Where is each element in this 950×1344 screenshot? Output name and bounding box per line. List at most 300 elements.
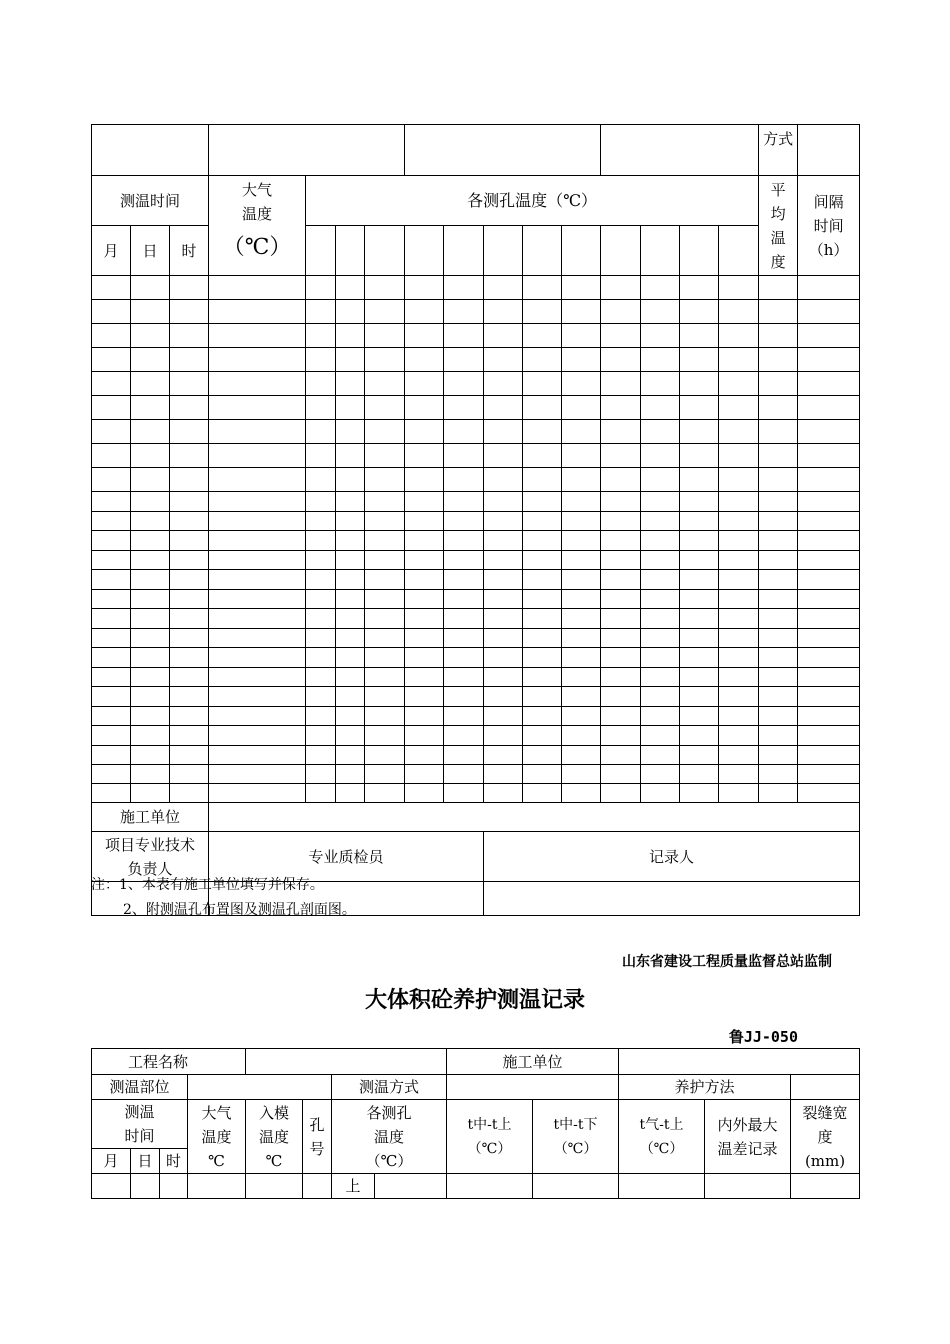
data-cell[interactable] xyxy=(209,492,306,512)
data-cell[interactable] xyxy=(719,668,759,687)
data-cell[interactable] xyxy=(641,590,680,609)
data-cell[interactable] xyxy=(170,784,209,803)
data-cell[interactable] xyxy=(601,396,641,420)
data-cell[interactable] xyxy=(562,668,601,687)
data-cell[interactable] xyxy=(759,531,798,551)
data-cell[interactable] xyxy=(209,512,306,531)
data-cell[interactable] xyxy=(759,765,798,784)
data-cell[interactable] xyxy=(336,746,365,765)
data-cell[interactable] xyxy=(405,420,444,444)
data-cell[interactable] xyxy=(484,648,523,668)
data-cell[interactable] xyxy=(365,629,405,648)
data-cell[interactable] xyxy=(705,1174,791,1199)
data-cell[interactable] xyxy=(719,648,759,668)
hole-cell[interactable] xyxy=(680,226,719,276)
data-cell[interactable] xyxy=(131,746,170,765)
data-cell[interactable] xyxy=(719,687,759,707)
data-cell[interactable] xyxy=(365,746,405,765)
data-cell[interactable] xyxy=(209,420,306,444)
data-cell[interactable] xyxy=(759,687,798,707)
data-cell[interactable] xyxy=(365,570,405,590)
data-cell[interactable] xyxy=(444,784,484,803)
data-cell[interactable] xyxy=(680,687,719,707)
data-cell[interactable] xyxy=(92,324,131,348)
data-cell[interactable] xyxy=(188,1174,246,1199)
data-cell[interactable] xyxy=(759,784,798,803)
data-cell[interactable] xyxy=(562,765,601,784)
data-cell[interactable] xyxy=(209,707,306,726)
data-cell[interactable] xyxy=(92,468,131,492)
data-cell[interactable] xyxy=(444,276,484,300)
data-cell[interactable] xyxy=(798,765,860,784)
data-cell[interactable] xyxy=(601,420,641,444)
data-cell[interactable] xyxy=(365,590,405,609)
data-cell[interactable] xyxy=(562,784,601,803)
data-cell[interactable] xyxy=(209,687,306,707)
data-cell[interactable] xyxy=(719,726,759,746)
data-cell[interactable] xyxy=(601,746,641,765)
data-cell[interactable] xyxy=(719,629,759,648)
data-cell[interactable] xyxy=(92,492,131,512)
data-cell[interactable] xyxy=(759,396,798,420)
data-cell[interactable] xyxy=(444,468,484,492)
data-cell[interactable] xyxy=(303,1174,332,1199)
data-cell[interactable] xyxy=(719,512,759,531)
data-cell[interactable] xyxy=(131,444,170,468)
data-cell[interactable] xyxy=(92,707,131,726)
data-cell[interactable] xyxy=(92,590,131,609)
data-cell[interactable] xyxy=(365,784,405,803)
data-cell[interactable] xyxy=(759,668,798,687)
data-cell[interactable] xyxy=(209,348,306,372)
data-cell[interactable] xyxy=(562,531,601,551)
data-cell[interactable] xyxy=(209,324,306,348)
data-cell[interactable] xyxy=(798,746,860,765)
data-cell[interactable] xyxy=(405,276,444,300)
data-cell[interactable] xyxy=(601,629,641,648)
data-cell[interactable] xyxy=(444,551,484,570)
data-cell[interactable] xyxy=(336,396,365,420)
data-cell[interactable] xyxy=(759,590,798,609)
data-cell[interactable] xyxy=(444,668,484,687)
data-cell[interactable] xyxy=(365,492,405,512)
data-cell[interactable] xyxy=(601,348,641,372)
data-cell[interactable] xyxy=(798,348,860,372)
data-cell[interactable] xyxy=(641,300,680,324)
data-cell[interactable] xyxy=(209,531,306,551)
construction-unit-value[interactable] xyxy=(619,1049,860,1075)
data-cell[interactable] xyxy=(484,396,523,420)
data-cell[interactable] xyxy=(680,629,719,648)
data-cell[interactable] xyxy=(484,531,523,551)
data-cell[interactable] xyxy=(641,570,680,590)
data-cell[interactable] xyxy=(759,444,798,468)
data-cell[interactable] xyxy=(798,396,860,420)
blank-cell[interactable] xyxy=(601,125,759,176)
data-cell[interactable] xyxy=(523,324,562,348)
data-cell[interactable] xyxy=(131,726,170,746)
data-cell[interactable] xyxy=(523,726,562,746)
data-cell[interactable] xyxy=(562,746,601,765)
data-cell[interactable] xyxy=(562,372,601,396)
data-cell[interactable] xyxy=(759,420,798,444)
data-cell[interactable] xyxy=(131,609,170,629)
data-cell[interactable] xyxy=(131,276,170,300)
data-cell[interactable] xyxy=(523,420,562,444)
data-cell[interactable] xyxy=(641,531,680,551)
data-cell[interactable] xyxy=(336,668,365,687)
data-cell[interactable] xyxy=(336,276,365,300)
data-cell[interactable] xyxy=(680,551,719,570)
data-cell[interactable] xyxy=(562,726,601,746)
data-cell[interactable] xyxy=(405,324,444,348)
data-cell[interactable] xyxy=(791,1174,860,1199)
data-cell[interactable] xyxy=(444,707,484,726)
data-cell[interactable] xyxy=(484,687,523,707)
data-cell[interactable] xyxy=(680,531,719,551)
data-cell[interactable] xyxy=(131,512,170,531)
data-cell[interactable] xyxy=(365,300,405,324)
data-cell[interactable] xyxy=(798,668,860,687)
data-cell[interactable] xyxy=(336,300,365,324)
data-cell[interactable] xyxy=(306,784,336,803)
data-cell[interactable] xyxy=(336,551,365,570)
data-cell[interactable] xyxy=(641,746,680,765)
data-cell[interactable] xyxy=(365,551,405,570)
data-cell[interactable] xyxy=(641,396,680,420)
data-cell[interactable] xyxy=(444,300,484,324)
data-cell[interactable] xyxy=(798,300,860,324)
data-cell[interactable] xyxy=(306,668,336,687)
data-cell[interactable] xyxy=(719,707,759,726)
data-cell[interactable] xyxy=(680,590,719,609)
data-cell[interactable] xyxy=(92,531,131,551)
data-cell[interactable] xyxy=(680,324,719,348)
data-cell[interactable] xyxy=(759,276,798,300)
data-cell[interactable] xyxy=(131,707,170,726)
data-cell[interactable] xyxy=(405,551,444,570)
data-cell[interactable] xyxy=(405,648,444,668)
data-cell[interactable] xyxy=(131,348,170,372)
data-cell[interactable] xyxy=(798,492,860,512)
data-cell[interactable] xyxy=(523,396,562,420)
data-cell[interactable] xyxy=(562,551,601,570)
data-cell[interactable] xyxy=(562,396,601,420)
data-cell[interactable] xyxy=(719,276,759,300)
data-cell[interactable] xyxy=(719,348,759,372)
data-cell[interactable] xyxy=(405,348,444,372)
data-cell[interactable] xyxy=(562,300,601,324)
data-cell[interactable] xyxy=(336,512,365,531)
data-cell[interactable] xyxy=(641,276,680,300)
data-cell[interactable] xyxy=(92,444,131,468)
data-cell[interactable] xyxy=(719,468,759,492)
data-cell[interactable] xyxy=(131,590,170,609)
data-cell[interactable] xyxy=(759,570,798,590)
data-cell[interactable] xyxy=(798,420,860,444)
data-cell[interactable] xyxy=(484,348,523,372)
data-cell[interactable] xyxy=(798,629,860,648)
data-cell[interactable] xyxy=(170,396,209,420)
data-cell[interactable] xyxy=(444,629,484,648)
data-cell[interactable] xyxy=(170,726,209,746)
data-cell[interactable] xyxy=(719,372,759,396)
data-cell[interactable] xyxy=(680,746,719,765)
data-cell[interactable] xyxy=(306,551,336,570)
data-cell[interactable] xyxy=(759,746,798,765)
data-cell[interactable] xyxy=(170,765,209,784)
data-cell[interactable] xyxy=(444,590,484,609)
data-cell[interactable] xyxy=(562,492,601,512)
data-cell[interactable] xyxy=(562,590,601,609)
data-cell[interactable] xyxy=(680,348,719,372)
data-cell[interactable] xyxy=(601,531,641,551)
data-cell[interactable] xyxy=(601,276,641,300)
data-cell[interactable] xyxy=(484,372,523,396)
data-cell[interactable] xyxy=(562,276,601,300)
data-cell[interactable] xyxy=(680,726,719,746)
data-cell[interactable] xyxy=(484,707,523,726)
data-cell[interactable] xyxy=(719,746,759,765)
data-cell[interactable] xyxy=(365,468,405,492)
data-cell[interactable] xyxy=(523,570,562,590)
data-cell[interactable] xyxy=(641,668,680,687)
data-cell[interactable] xyxy=(680,396,719,420)
data-cell[interactable] xyxy=(680,444,719,468)
data-cell[interactable] xyxy=(601,468,641,492)
data-cell[interactable] xyxy=(484,551,523,570)
data-cell[interactable] xyxy=(719,324,759,348)
data-cell[interactable] xyxy=(92,276,131,300)
data-cell[interactable] xyxy=(336,629,365,648)
hole-cell[interactable] xyxy=(562,226,601,276)
data-cell[interactable] xyxy=(562,512,601,531)
data-cell[interactable] xyxy=(92,348,131,372)
data-cell[interactable] xyxy=(209,784,306,803)
hole-cell[interactable] xyxy=(405,226,444,276)
data-cell[interactable] xyxy=(641,512,680,531)
data-cell[interactable] xyxy=(798,726,860,746)
data-cell[interactable] xyxy=(209,590,306,609)
data-cell[interactable] xyxy=(306,765,336,784)
data-cell[interactable] xyxy=(444,372,484,396)
data-cell[interactable] xyxy=(365,648,405,668)
data-cell[interactable] xyxy=(641,648,680,668)
data-cell[interactable] xyxy=(447,1174,533,1199)
data-cell[interactable] xyxy=(484,668,523,687)
data-cell[interactable] xyxy=(306,396,336,420)
data-cell[interactable] xyxy=(562,648,601,668)
data-cell[interactable] xyxy=(365,444,405,468)
data-cell[interactable] xyxy=(209,276,306,300)
data-cell[interactable] xyxy=(680,300,719,324)
data-cell[interactable] xyxy=(759,324,798,348)
construction-unit-value[interactable] xyxy=(209,803,860,832)
data-cell[interactable] xyxy=(306,531,336,551)
data-cell[interactable] xyxy=(209,648,306,668)
data-cell[interactable] xyxy=(306,609,336,629)
data-cell[interactable] xyxy=(719,590,759,609)
data-cell[interactable] xyxy=(444,492,484,512)
data-cell[interactable] xyxy=(336,726,365,746)
data-cell[interactable] xyxy=(484,324,523,348)
data-cell[interactable] xyxy=(444,396,484,420)
data-cell[interactable] xyxy=(444,324,484,348)
data-cell[interactable] xyxy=(641,492,680,512)
data-cell[interactable] xyxy=(798,609,860,629)
data-cell[interactable] xyxy=(533,1174,619,1199)
data-cell[interactable] xyxy=(405,726,444,746)
blank-cell[interactable] xyxy=(405,125,601,176)
data-cell[interactable] xyxy=(170,668,209,687)
data-cell[interactable] xyxy=(759,492,798,512)
data-cell[interactable] xyxy=(405,784,444,803)
data-cell[interactable] xyxy=(336,468,365,492)
data-cell[interactable] xyxy=(365,420,405,444)
data-cell[interactable] xyxy=(92,746,131,765)
data-cell[interactable] xyxy=(170,687,209,707)
data-cell[interactable] xyxy=(405,570,444,590)
data-cell[interactable] xyxy=(306,707,336,726)
data-cell[interactable] xyxy=(444,444,484,468)
data-cell[interactable] xyxy=(759,726,798,746)
data-cell[interactable] xyxy=(523,444,562,468)
data-cell[interactable] xyxy=(523,348,562,372)
data-cell[interactable] xyxy=(719,300,759,324)
data-cell[interactable] xyxy=(798,468,860,492)
data-cell[interactable] xyxy=(523,629,562,648)
data-cell[interactable] xyxy=(92,300,131,324)
data-cell[interactable] xyxy=(306,629,336,648)
data-cell[interactable] xyxy=(170,629,209,648)
data-cell[interactable] xyxy=(92,765,131,784)
data-cell[interactable] xyxy=(92,396,131,420)
data-cell[interactable] xyxy=(209,300,306,324)
data-cell[interactable] xyxy=(484,444,523,468)
data-cell[interactable] xyxy=(641,468,680,492)
data-cell[interactable] xyxy=(523,372,562,396)
data-cell[interactable] xyxy=(523,609,562,629)
data-cell[interactable] xyxy=(523,531,562,551)
hole-cell[interactable] xyxy=(601,226,641,276)
data-cell[interactable] xyxy=(484,300,523,324)
data-cell[interactable] xyxy=(719,531,759,551)
data-cell[interactable] xyxy=(92,420,131,444)
data-cell[interactable] xyxy=(336,531,365,551)
data-cell[interactable] xyxy=(484,512,523,531)
data-cell[interactable] xyxy=(131,531,170,551)
data-cell[interactable] xyxy=(798,551,860,570)
data-cell[interactable] xyxy=(601,668,641,687)
hole-cell[interactable] xyxy=(641,226,680,276)
data-cell[interactable] xyxy=(523,492,562,512)
data-cell[interactable] xyxy=(601,648,641,668)
data-cell[interactable] xyxy=(719,444,759,468)
data-cell[interactable] xyxy=(523,784,562,803)
data-cell[interactable] xyxy=(306,420,336,444)
data-cell[interactable] xyxy=(484,420,523,444)
data-cell[interactable] xyxy=(92,570,131,590)
data-cell[interactable] xyxy=(365,707,405,726)
data-cell[interactable] xyxy=(484,492,523,512)
data-cell[interactable] xyxy=(680,765,719,784)
data-cell[interactable] xyxy=(365,687,405,707)
data-cell[interactable] xyxy=(92,668,131,687)
data-cell[interactable] xyxy=(601,784,641,803)
data-cell[interactable] xyxy=(131,687,170,707)
data-cell[interactable] xyxy=(641,629,680,648)
data-cell[interactable] xyxy=(562,444,601,468)
data-cell[interactable] xyxy=(601,492,641,512)
data-cell[interactable] xyxy=(444,726,484,746)
data-cell[interactable] xyxy=(170,609,209,629)
data-cell[interactable] xyxy=(523,590,562,609)
data-cell[interactable] xyxy=(405,687,444,707)
data-cell[interactable] xyxy=(365,726,405,746)
data-cell[interactable] xyxy=(405,512,444,531)
data-cell[interactable] xyxy=(719,492,759,512)
data-cell[interactable] xyxy=(336,784,365,803)
data-cell[interactable] xyxy=(92,648,131,668)
data-cell[interactable] xyxy=(365,396,405,420)
data-cell[interactable] xyxy=(641,372,680,396)
data-cell[interactable] xyxy=(131,492,170,512)
data-cell[interactable] xyxy=(170,348,209,372)
data-cell[interactable] xyxy=(798,444,860,468)
data-cell[interactable] xyxy=(306,276,336,300)
data-cell[interactable] xyxy=(405,668,444,687)
data-cell[interactable] xyxy=(336,707,365,726)
data-cell[interactable] xyxy=(444,348,484,372)
data-cell[interactable] xyxy=(405,629,444,648)
data-cell[interactable] xyxy=(798,648,860,668)
data-cell[interactable] xyxy=(798,512,860,531)
data-cell[interactable] xyxy=(680,420,719,444)
data-cell[interactable] xyxy=(523,468,562,492)
data-cell[interactable] xyxy=(523,551,562,570)
data-cell[interactable] xyxy=(719,609,759,629)
data-cell[interactable] xyxy=(405,300,444,324)
data-cell[interactable] xyxy=(601,324,641,348)
hole-cell[interactable] xyxy=(484,226,523,276)
data-cell[interactable] xyxy=(306,444,336,468)
data-cell[interactable] xyxy=(641,551,680,570)
data-cell[interactable] xyxy=(306,726,336,746)
data-cell[interactable] xyxy=(641,609,680,629)
data-cell[interactable] xyxy=(92,512,131,531)
data-cell[interactable] xyxy=(170,468,209,492)
data-cell[interactable] xyxy=(170,300,209,324)
data-cell[interactable] xyxy=(562,348,601,372)
hole-cell[interactable] xyxy=(336,226,365,276)
data-cell[interactable] xyxy=(92,726,131,746)
data-cell[interactable] xyxy=(405,590,444,609)
data-cell[interactable] xyxy=(562,468,601,492)
data-cell[interactable] xyxy=(562,687,601,707)
data-cell[interactable] xyxy=(601,300,641,324)
data-cell[interactable] xyxy=(601,570,641,590)
data-cell[interactable] xyxy=(92,687,131,707)
data-cell[interactable] xyxy=(641,726,680,746)
data-cell[interactable] xyxy=(405,372,444,396)
data-cell[interactable] xyxy=(209,746,306,765)
data-cell[interactable] xyxy=(131,420,170,444)
data-cell[interactable] xyxy=(798,372,860,396)
data-cell[interactable] xyxy=(759,468,798,492)
data-cell[interactable] xyxy=(484,590,523,609)
data-cell[interactable] xyxy=(444,570,484,590)
data-cell[interactable] xyxy=(306,324,336,348)
